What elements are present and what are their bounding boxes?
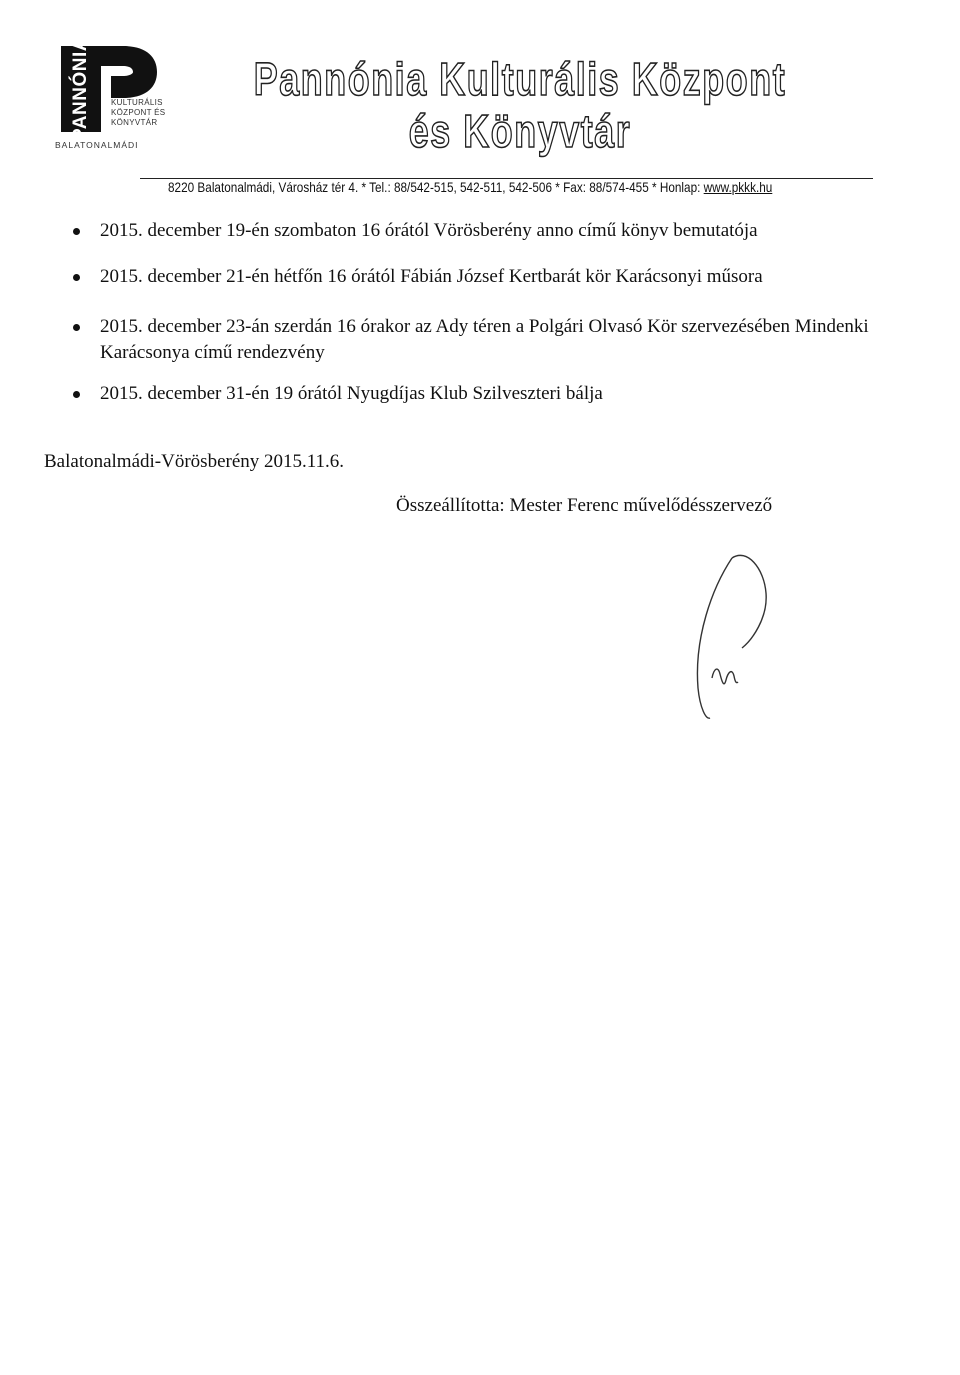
contact-text: 8220 Balatonalmádi, Városház tér 4. * Tel.: 88/542-515, 542-511, 542-506 * Fax: 88/574-455 * Honlap: (168, 179, 704, 195)
place-date: Balatonalmádi-Vörösberény 2015.11.6. (44, 451, 345, 472)
website-link[interactable]: www.pkkk.hu (703, 179, 773, 195)
list-item (100, 381, 603, 407)
event-text-continued: Karácsonya című rendezvény (100, 342, 325, 363)
event-text: 2015. december 23-án szerdán 16 órakor az Ady téren a Polgári Olvasó Kör szervezésében Mindenki (100, 316, 869, 337)
event-text: 2015. december 21-én hétfőn 16 órától Fábián József Kertbarát kör Karácsonyi műsora (100, 266, 763, 287)
logo-vertical-label: PANNÓNIA (70, 37, 91, 141)
event-text: 2015. december 19-én szombaton 16 órától Vörösberény anno című könyv bemutatója (100, 220, 758, 241)
event-text: 2015. december 31-én 19 órától Nyugdíjas Klub Szilveszteri bálja (100, 383, 603, 404)
logo-bottom-text: BALATONALMÁDI (55, 140, 139, 150)
logo-vertical-text (61, 37, 101, 141)
list-item (100, 218, 758, 244)
logo-small-line: KÖNYVTÁR (111, 118, 158, 127)
logo-small-line: KÖZPONT ÉS (111, 108, 166, 117)
org-title-line1: Pannónia Kulturális Központ (253, 53, 787, 105)
signature-icon (672, 548, 782, 728)
contact-line (168, 179, 772, 195)
org-title-line2: és Könyvtár (408, 105, 632, 157)
signoff: Összeállította: Mester Ferenc művelődésszervező (396, 495, 773, 516)
list-item (100, 314, 869, 366)
list-item (100, 264, 763, 290)
logo-small-line: KULTURÁLIS (111, 98, 163, 107)
